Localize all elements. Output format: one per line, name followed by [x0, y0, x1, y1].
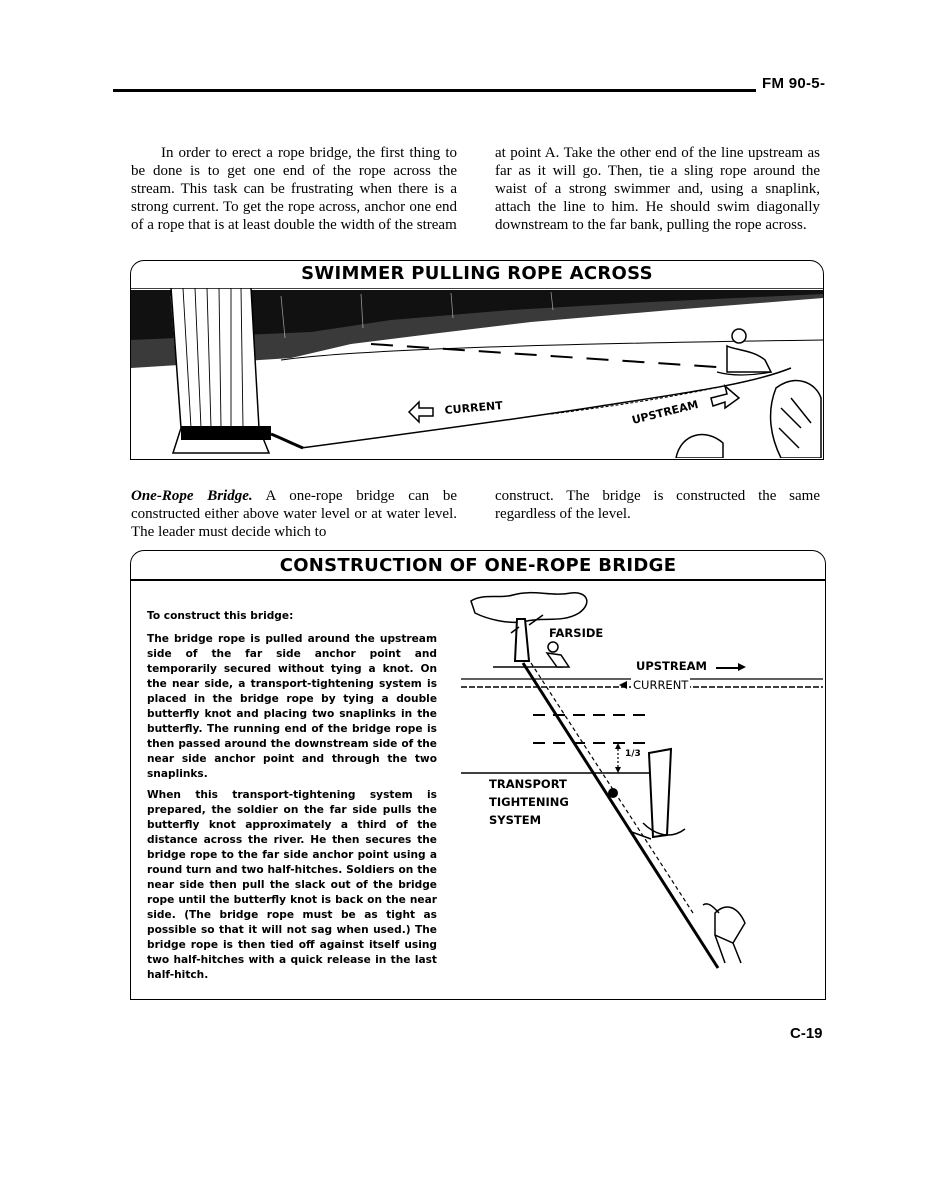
- figure-bridge-title-rule: [131, 579, 825, 581]
- figure-bridge-title: CONSTRUCTION OF ONE-ROPE BRIDGE: [279, 555, 677, 576]
- section-left-text: A one-rope bridge can be constructed either above water level or at water level. The leader must decide which to: [131, 488, 457, 540]
- section-right-column: [495, 487, 820, 523]
- upstream-label: UPSTREAM: [630, 397, 700, 427]
- upstream-label-2: UPSTREAM: [636, 659, 707, 673]
- swimmer-illustration: [131, 288, 823, 458]
- figure-swimmer: [130, 260, 824, 460]
- intro-left-column: [131, 144, 457, 234]
- current-label: CURRENT: [444, 398, 504, 417]
- intro-right-column: [495, 144, 820, 234]
- instructions: [147, 609, 437, 989]
- upstream-arrowhead-icon: [738, 663, 746, 671]
- page-number: C-19: [790, 1025, 823, 1042]
- system-label-line-1: TRANSPORT: [489, 777, 567, 791]
- farside-label: FARSIDE: [549, 626, 604, 640]
- current-label-2: CURRENT: [633, 678, 689, 692]
- figure-swimmer-title: SWIMMER PULLING ROPE ACROSS: [301, 263, 653, 284]
- section-heading: One-Rope Bridge.: [131, 488, 253, 504]
- instructions-para-2: When this transport-tightening system is prepared, the soldier on the far side pulls the butterfly knot approximately a third of the distance across the river. He then secures the bridge rope to the far side anchor point using a round turn and two half-hitches. Soldiers on the near side then pull the slack out of the bridge rope until the butterfly knot is back on the near side. (The bridge rope must be as tight as possible so that it will not sag when used.) The bridge rope is then tied off against itself using two half-hitches with a quick release in the last half-hitch.: [147, 789, 437, 981]
- system-label-line-3: SYSTEM: [489, 813, 542, 827]
- instructions-intro: To construct this bridge:: [147, 610, 294, 622]
- intro-left-text: In order to erect a rope bridge, the first thing to be done is to get one end of the rope across the stream. This task can be frustrating when there is a strong current. To get the rope across, anchor one end of a rope that is at least double the width of the stream: [131, 145, 457, 233]
- header-rule: [113, 89, 756, 92]
- section-right-text: construct. The bridge is constructed the same regardless of the level.: [495, 488, 820, 522]
- intro-right-text: at point A. Take the other end of the line upstream as far as it will go. Then, tie a sling rope around the waist of a strong swimmer and, using a snaplink, attach the line to him. He should swim diagonally downstream to the far bank, pulling the rope across.: [495, 145, 820, 233]
- current-arrowhead-icon: [619, 681, 627, 689]
- section-left-column: [131, 487, 457, 541]
- figure-one-rope-bridge: [130, 550, 826, 1000]
- fraction-label: 1/3: [625, 749, 641, 759]
- document-id: FM 90-5-: [762, 75, 826, 92]
- system-label-line-2: TIGHTENING: [489, 795, 569, 809]
- upstream-arrow-icon: [716, 667, 740, 669]
- instructions-para-1: The bridge rope is pulled around the upstream side of the far side anchor point and temporarily secured without tying a knot. On the near side, a transport-tightening system is placed in the bridge rope by tying a double butterfly knot and placing two snaplinks in the butterfly. The running end of the bridge rope is then passed around the downstream side of the near side anchor point and through the two snaplinks.: [147, 633, 437, 780]
